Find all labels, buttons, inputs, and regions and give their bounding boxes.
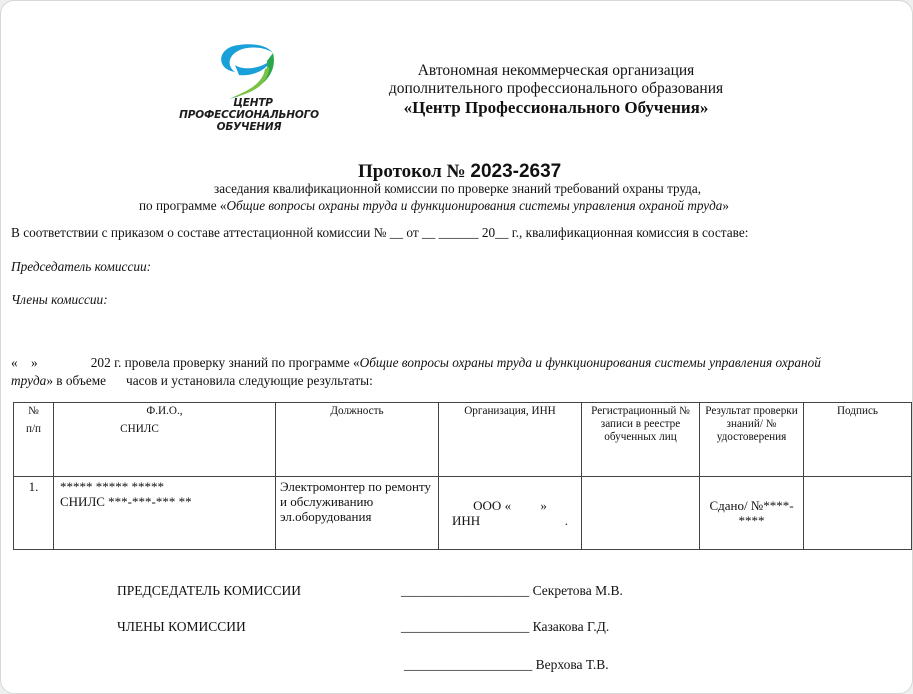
logo-line3: ОБУЧЕНИЯ: [216, 121, 282, 133]
results-table: [13, 402, 912, 550]
row-snils: СНИЛС ***-***-*** **: [60, 494, 192, 509]
protocol-title-prefix: Протокол №: [358, 161, 471, 182]
members-label: Члены комиссии:: [11, 292, 108, 307]
logo-swoosh-icon: [169, 39, 329, 101]
sign-member1-line: ___________________ Казакова Г.Д.: [401, 619, 610, 634]
col-org-header: Организация, ИНН: [439, 403, 582, 477]
col-fio-header: [54, 403, 276, 477]
row-num: 1.: [14, 477, 54, 550]
row-fio: [54, 477, 276, 550]
result-program: Общие вопросы охраны труда и функционирования системы управления охраной: [359, 355, 821, 370]
order-line: В соответствии с приказом о составе аттестационной комиссии № __ от __ ______ 20__ г., квалификационная комиссия в составе:: [11, 225, 749, 240]
col-result-header: Результат проверки знаний/ № удостоверения: [700, 403, 804, 477]
row-position: Электромонтер по ремонту и обслуживанию эл.оборудования: [276, 477, 439, 550]
row-org: [439, 477, 582, 550]
col-fio-line1: Ф.И.О.,: [146, 405, 183, 417]
program-suffix: »: [722, 198, 729, 213]
logo-line2: ПРОФЕССИОНАЛЬНОГО: [179, 109, 319, 121]
col-num-header: [14, 403, 54, 477]
result-line1: [11, 355, 821, 371]
result-volume-text: » в объеме часов и установила следующие результаты:: [46, 373, 373, 388]
sign-chairman-label: ПРЕДСЕДАТЕЛЬ КОМИССИИ: [117, 583, 302, 598]
protocol-number: 2023-2637: [470, 161, 562, 182]
sign-chairman-line: ___________________ Секретова М.В.: [401, 583, 623, 598]
col-reg-header: Регистрационный № записи в реестре обученных лиц: [582, 403, 700, 477]
row-signature: [804, 477, 912, 550]
program-name: Общие вопросы охраны труда и функционирования системы управления охраной труда: [226, 198, 723, 213]
col-signature-header: Подпись: [804, 403, 912, 477]
org-line1: Автономная некоммерческая организация: [417, 62, 695, 79]
result-line2: [11, 373, 373, 389]
org-line2: дополнительного профессионального образования: [388, 80, 724, 97]
col-fio-line2: СНИЛС: [120, 423, 159, 435]
row-result: Сдано/ №****-****: [700, 477, 804, 550]
row-org-name: ООО « »: [473, 498, 547, 513]
result-program-end: труда: [11, 373, 47, 388]
table-header-row: [14, 403, 912, 477]
col-num-line1: №: [28, 405, 39, 417]
protocol-program: [139, 197, 729, 215]
col-position-header: Должность: [276, 403, 439, 477]
result-date: « » 202: [11, 355, 111, 370]
org-header: [341, 62, 771, 117]
program-prefix: по программе «: [139, 198, 227, 213]
sign-members-label: ЧЛЕНЫ КОМИССИИ: [117, 619, 246, 634]
result-text: г. провела проверку знаний по программе «: [114, 355, 360, 370]
table-row: [14, 477, 912, 550]
row-reg: [582, 477, 700, 550]
chairman-label: Председатель комиссии:: [11, 259, 152, 274]
logo-line1: ЦЕНТР: [233, 97, 273, 109]
protocol-subtitle: заседания квалификационной комиссии по проверке знаний требований охраны труда,: [214, 181, 702, 196]
sign-member2-line: ___________________ Верхова Т.В.: [404, 657, 609, 672]
org-logo: [169, 39, 329, 141]
org-name: «Центр Профессионального Обучения»: [403, 98, 709, 117]
row-org-inn: ИНН .: [452, 513, 568, 528]
col-num-line2: п/п: [25, 423, 42, 435]
row-name: ***** ***** *****: [60, 479, 164, 494]
